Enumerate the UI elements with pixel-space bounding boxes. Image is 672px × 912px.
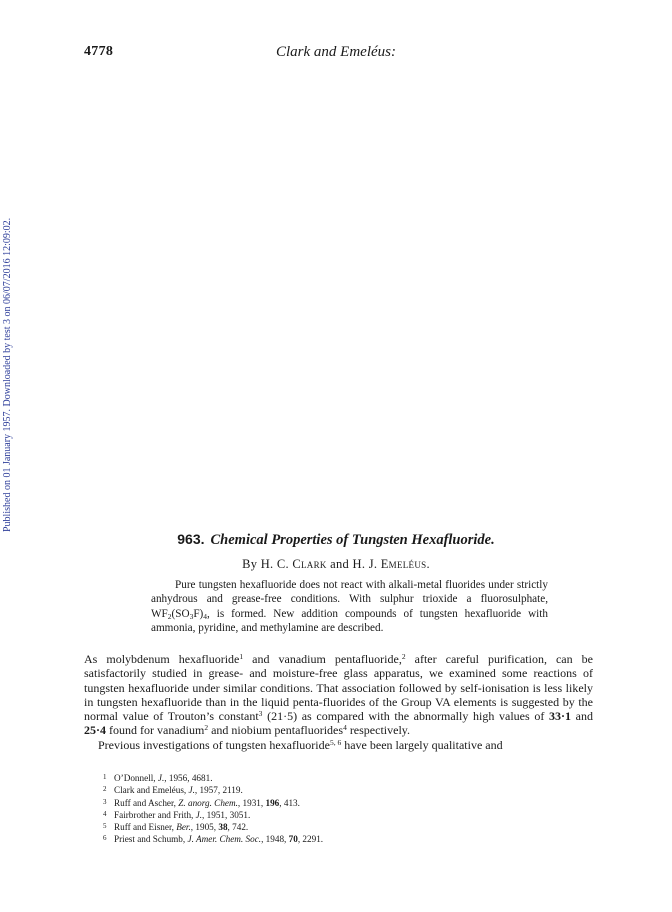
body-text: [84, 652, 593, 752]
reference-authors: Priest and Schumb,: [114, 834, 188, 845]
reference-number: 1: [103, 773, 107, 781]
reference-number: 2: [103, 785, 107, 794]
p1-value-vanadium: 33·1: [548, 709, 571, 724]
author-emeleus: Emeléus: [380, 557, 427, 571]
reference-list: [103, 772, 323, 846]
reference-journal: J.: [195, 809, 203, 820]
reference-journal: Z. anorg. Chem.: [178, 797, 238, 808]
reference-year-page: , 1905,: [190, 822, 219, 833]
download-info-link[interactable]: Published on 01 January 1957. Downloaded by test 3 on 06/07/2016 12:09:02.: [2, 217, 13, 533]
abstract-paragraph: [151, 578, 548, 635]
reference-number: 4: [103, 809, 107, 818]
abstract-text-1: Pure tungsten hexafluoride does not react with alkali-metal fluorides under strictly anhydrous and grease-free conditions. With sulphur trioxide a fluorosulphate, WF: [151, 579, 548, 620]
reference-number: 5: [103, 822, 107, 831]
ref-marker-2[interactable]: 2: [401, 652, 406, 661]
abstract-sub-1: 2: [167, 611, 172, 621]
body-paragraph-1: [84, 652, 593, 738]
reference-year-page: , 1951, 3051.: [202, 809, 251, 820]
p2-text-b: have been largely qualitative and: [341, 737, 503, 752]
reference-item: [103, 772, 323, 784]
reference-page: , 742.: [227, 822, 249, 833]
reference-journal: J.: [188, 785, 195, 796]
p1-value-niobium: 25·4: [84, 723, 107, 738]
reference-authors: Ruff and Ascher,: [114, 797, 179, 808]
reference-volume: 196: [265, 797, 280, 808]
reference-authors: Clark and Emeléus,: [114, 785, 189, 796]
article-number: 963.: [177, 531, 205, 547]
reference-year-page: , 1956, 4681.: [164, 773, 213, 783]
page-number: 4778: [84, 44, 114, 59]
reference-volume: 38: [218, 822, 228, 833]
p1-text-f: found for vanadium: [106, 723, 205, 738]
reference-item: [103, 797, 323, 809]
reference-page: , 413.: [279, 797, 300, 808]
article-title-text: Chemical Properties of Tungsten Hexafluoride.: [210, 532, 495, 548]
abstract-text-3: F): [193, 607, 204, 620]
p1-text-c: after careful purification, can be satisfactorily studied in grease- and moisture-free glass apparatus, we examined some reactions of tungsten hexafluoride under similar conditions. That association followed by self-ionisation is less likely in tungsten hexafluoride than in the liquid penta-fluorides of the Group VA elements is suggested by the normal value of Trouton’s constant: [84, 652, 593, 724]
reference-item: [103, 833, 323, 845]
reference-authors: Ruff and Eisner,: [114, 822, 177, 833]
ref-marker-1[interactable]: 1: [239, 652, 244, 661]
p1-text-d: (21·5) as compared with the abnormally high values of: [262, 709, 549, 724]
reference-item: [103, 809, 323, 821]
reference-year-page: , 1957, 2119.: [194, 785, 243, 796]
byline-suffix: .: [426, 557, 430, 571]
p1-text-e: and: [571, 709, 593, 724]
reference-year-page: , 1931,: [237, 797, 266, 808]
p1-text-b: and vanadium pentafluoride,: [243, 652, 402, 666]
abstract-sub-2: 3: [189, 611, 194, 621]
ref-marker-5-6[interactable]: 5, 6: [329, 737, 342, 747]
ref-marker-4[interactable]: 4: [343, 723, 347, 733]
reference-page: , 2291.: [297, 834, 324, 845]
p1-text-g: and niobium pentafluorides: [208, 723, 344, 738]
article-title: [0, 531, 672, 549]
ref-marker-3[interactable]: 3: [258, 709, 263, 719]
p1-text-a: As molybdenum hexafluoride: [84, 652, 240, 666]
abstract: [151, 578, 548, 635]
reference-number: 3: [103, 797, 107, 806]
reference-journal: J.: [157, 773, 165, 783]
author-clark: Clark: [292, 557, 327, 571]
reference-authors: O’Donnell,: [114, 773, 158, 783]
side-note-container: [0, 205, 20, 545]
reference-volume: 70: [288, 834, 298, 845]
p2-text-a: Previous investigations of tungsten hexafluoride: [98, 737, 330, 752]
p1-text-h: respectively.: [346, 723, 411, 738]
byline-middle: and H. J.: [326, 557, 381, 571]
body-paragraph-2: [84, 738, 593, 752]
reference-number: 6: [103, 834, 107, 843]
abstract-text-2: (SO: [171, 607, 190, 620]
reference-item: [103, 821, 323, 833]
reference-authors: Fairbrother and Frith,: [114, 809, 196, 820]
byline-prefix: By H. C.: [242, 557, 293, 571]
reference-journal: Ber.: [176, 822, 191, 833]
byline: [0, 557, 672, 572]
running-head: Clark and Emeléus:: [276, 44, 396, 60]
abstract-text-4: , is formed. New addition compounds of tungsten hexafluoride with ammonia, pyridine, and methylamine are described.: [151, 607, 548, 634]
ref-marker-2b[interactable]: 2: [204, 723, 209, 733]
abstract-sub-3: 4: [203, 611, 208, 621]
reference-journal: J. Amer. Chem. Soc.: [187, 834, 262, 845]
reference-year-page: , 1948,: [261, 834, 289, 845]
reference-item: [103, 784, 323, 796]
